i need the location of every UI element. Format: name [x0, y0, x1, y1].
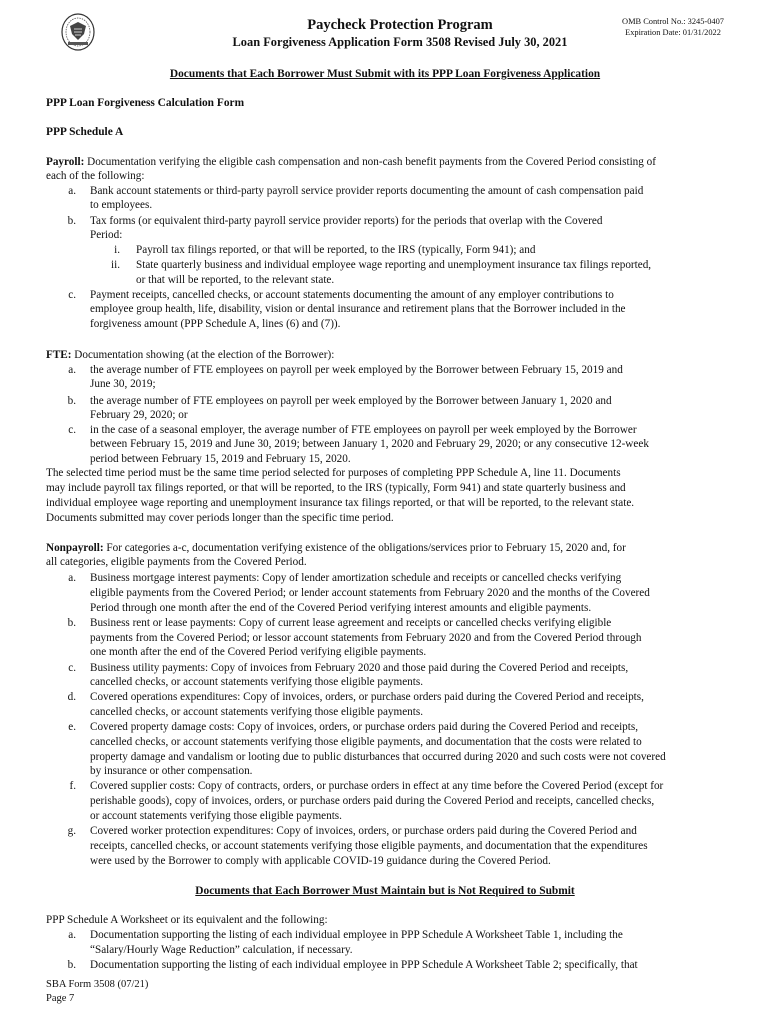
list-item: Payment receipts, cancelled checks, or account statements documenting the amount of any employer contributions to: [90, 289, 614, 301]
list-label: a.: [68, 929, 76, 941]
schedule-a-heading: PPP Schedule A: [46, 126, 124, 138]
nonpayroll-intro: Nonpayroll: For categories a-c, documentation verifying existence of the obligations/services prior to February 15, 2020 and, for: [46, 542, 626, 554]
page-title: Paycheck Protection Program: [307, 17, 493, 33]
list-label: c.: [68, 289, 76, 301]
expiration-date: Expiration Date: 01/31/2022: [625, 28, 721, 37]
document-page: Paycheck Protection Program Loan Forgiveness Application Form 3508 Revised July 30, 2021 OMB Control No.: 3245-0407 Expiration Date: 01/31/2022 Documents that Each Borrower Must Submit with its PPP Loan Forgiveness Application PPP Loan Forgiveness Calculation Form PPP Schedule A Payroll: Documentation verifying the eligible cash compensation and non-cash benefit payments from the Covered Period consisting of each of the following: a. Bank account statements or third-party payroll service provider reports documenting the amount of cash compensation paid to employees. b. Tax forms (or equivalent third-party payroll service provider reports) for the periods that overlap with the Covered Period: i. Payroll tax filings reported, or that will be reported, to the IRS (typically, Form 941); and ii. State quarterly business and individual employee wage reporting and unemployment insurance tax filings reported, or that will be reported, to the relevant state. c. Payment receipts, cancelled checks, or account statements documenting the amount of any employer contributions to employee group health, life, disability, vision or dental insurance and retirement plans that the Borrower included in the forgiveness amount (PPP Schedule A, lines (6) and (7)). FTE: Documentation showing (at the election of the Borrower): a. the average number of FTE employees on payroll per week employed by the Borrower between February 15, 2019 and June 30, 2019; b. the average number of FTE employees on payroll per week employed by the Borrower between January 1, 2020 and February 29, 2020; or c. in the case of a seasonal employer, the average number of FTE employees on payroll per week employed by the Borrower between February 15, 2019 and June 30, 2019; between January 1, 2020 and February 29, 2020; or any consecutive 12-week period between February 15, 2019 and February 15, 2020. The selected time period must be the same time period selected for purposes of completing PPP Schedule A, line 11. Documents may include payroll tax filings reported, or that will be reported, to the IRS (typically, Form 941) and state quarterly business and individual employee wage reporting and unemployment insurance tax filings reported, or that will be reported, to the relevant state. Documents submitted may cover periods longer than the specific time period. Nonpayroll: For categories a-c, documentation verifying existence of the obligations/services prior to February 15, 2020 and, for all categories, eligible payments from the Covered Period. a. Business mortgage interest payments: Copy of lender amortization schedule and receipts or cancelled checks verifying eligible payments from the Covered Period; or lender account statements from February 2020 and the months of the Covered Period through one month after the end of the Covered Period verifying interest amounts and eligible payments. b. Business rent or lease payments: Copy of current lease agreement and receipts or cancelled checks verifying eligible payments from the Covered Period; or lessor account statements from February 2020 and from the Covered Period through one month after the end of the Covered Period verifying eligible payments. c. Business utility payments: Copy of invoices from February 2020 and those paid during the Covered Period and receipts, cancelled checks, or account statements verifying those eligible payments. d. Covered operations expenditures: Copy of invoices, orders, or purchase orders paid during the Covered Period and receipts, cancelled checks, or account statements verifying those eligible payments. e. Covered property damage costs: Copy of invoices, orders, or purchase orders paid during the Covered Period and receipts, cancelled checks, or account statements verifying those eligible payments, and documentation that the costs were related to property damage and vandalism or looting due to public disturbances that occurred during 2020 and such costs were not covered by insurance or other compensation. f. Covered supplier costs: Copy of contracts, orders, or purchase orders in effect at any time before the Covered Period (except for perishable goods), copy of invoices, orders, or purchase orders paid during the Covered Period and receipts, cancelled checks, or account statements verifying those eligible payments. g. Covered worker protection expenditures: Copy of invoices, orders, or purchase orders paid during the Covered Period and receipts, cancelled checks, or account statements verifying those eligible payments, and documentation that the expenditures were used by the Borrower to comply with applicable COVID-19 guidance during the Covered Period. Documents that Each Borrower Must Maintain but is Not Required to Submit PPP Schedule A Worksheet or its equivalent and the following: a. Documentation supporting the listing of each individual employee in PPP Schedule A Worksheet Table 1, including the “Salary/Hourly Wage Reduction” calculation, if necessary. b. Documentation supporting the listing of each individual employee in PPP Schedule A Worksheet Table 2; specifically, that SBA Form 3508 (07/21) Page 7: [0, 0, 770, 1024]
list-item: Documentation supporting the listing of each individual employee in PPP Schedule A Worksheet Table 2; specifically, that: [90, 959, 638, 971]
list-item: Business rent or lease payments: Copy of current lease agreement and receipts or cancelled checks verifying eligible: [90, 617, 612, 629]
list-label: g.: [67, 825, 76, 837]
omb-info: [608, 16, 738, 38]
fte-intro: FTE: Documentation showing (at the election of the Borrower):: [46, 349, 335, 361]
list-label: b.: [67, 617, 76, 629]
payroll-label: Payroll:: [46, 156, 85, 168]
page-number: Page 7: [46, 992, 75, 1004]
list-item: Business mortgage interest payments: Copy of lender amortization schedule and receipts or cancelled checks verifying: [90, 572, 622, 584]
worksheet-intro: PPP Schedule A Worksheet or its equivalent and the following:: [46, 914, 328, 926]
list-label: a.: [68, 185, 76, 197]
list-label: c.: [68, 424, 76, 436]
fte-label: FTE:: [46, 349, 72, 361]
payroll-intro: Payroll: Documentation verifying the eligible cash compensation and non-cash benefit payments from the Covered Period consisting of: [46, 156, 656, 168]
list-item: Covered worker protection expenditures: Copy of invoices, orders, or purchase orders paid during the Covered Period and: [90, 825, 637, 837]
list-label: a.: [68, 572, 76, 584]
list-item: the average number of FTE employees on payroll per week employed by the Borrower between February 15, 2019 and: [90, 364, 623, 376]
list-item: Covered supplier costs: Copy of contracts, orders, or purchase orders in effect at any time before the Covered Period (except for: [90, 780, 664, 792]
list-item: the average number of FTE employees on payroll per week employed by the Borrower between January 1, 2020 and: [90, 395, 612, 407]
list-label: e.: [68, 721, 76, 733]
list-item: State quarterly business and individual employee wage reporting and unemployment insurance tax filings reported,: [136, 259, 652, 271]
list-item: Payroll tax filings reported, or that will be reported, to the IRS (typically, Form 941); and: [136, 244, 536, 256]
list-label: b.: [67, 395, 76, 407]
page-footer: [46, 978, 148, 1005]
list-label: b.: [67, 959, 76, 971]
list-label: b.: [67, 215, 76, 227]
list-label: c.: [68, 662, 76, 674]
sba-seal-icon: [60, 12, 96, 52]
list-item: Tax forms (or equivalent third-party payroll service provider reports) for the periods that overlap with the Covered: [90, 215, 603, 227]
page-subtitle: Loan Forgiveness Application Form 3508 Revised July 30, 2021: [232, 35, 568, 49]
submit-documents-heading: Documents that Each Borrower Must Submit with its PPP Loan Forgiveness Application: [169, 68, 601, 80]
list-item: Covered operations expenditures: Copy of invoices, orders, or purchase orders paid during the Covered Period and receipts,: [90, 691, 644, 703]
list-label: f.: [69, 780, 76, 792]
list-item: Documentation supporting the listing of each individual employee in PPP Schedule A Worksheet Table 1, including the: [90, 929, 623, 941]
maintain-documents-heading: Documents that Each Borrower Must Maintain but is Not Required to Submit: [195, 885, 575, 897]
list-item: Business utility payments: Copy of invoices from February 2020 and those paid during the Covered Period and receipts,: [90, 662, 629, 674]
list-label: d.: [67, 691, 76, 703]
nonpayroll-label: Nonpayroll:: [46, 542, 104, 554]
form-number: SBA Form 3508 (07/21): [46, 979, 149, 990]
list-label: i.: [114, 244, 120, 256]
calc-form-heading: PPP Loan Forgiveness Calculation Form: [46, 97, 245, 109]
list-label: ii.: [110, 259, 120, 271]
form-title-block: [220, 16, 580, 50]
list-item: Covered property damage costs: Copy of invoices, orders, or purchase orders paid during the Covered Period and receipts,: [90, 721, 639, 733]
fte-note: The selected time period must be the same time period selected for purposes of completing PPP Schedule A, line 11. Documents: [46, 467, 621, 479]
list-label: a.: [68, 364, 76, 376]
list-item: in the case of a seasonal employer, the average number of FTE employees on payroll per week employed by the Borrower: [90, 424, 637, 436]
list-item: Bank account statements or third-party payroll service provider reports documenting the amount of cash compensation paid: [90, 185, 644, 197]
omb-control-number: OMB Control No.: 3245-0407: [622, 17, 724, 26]
